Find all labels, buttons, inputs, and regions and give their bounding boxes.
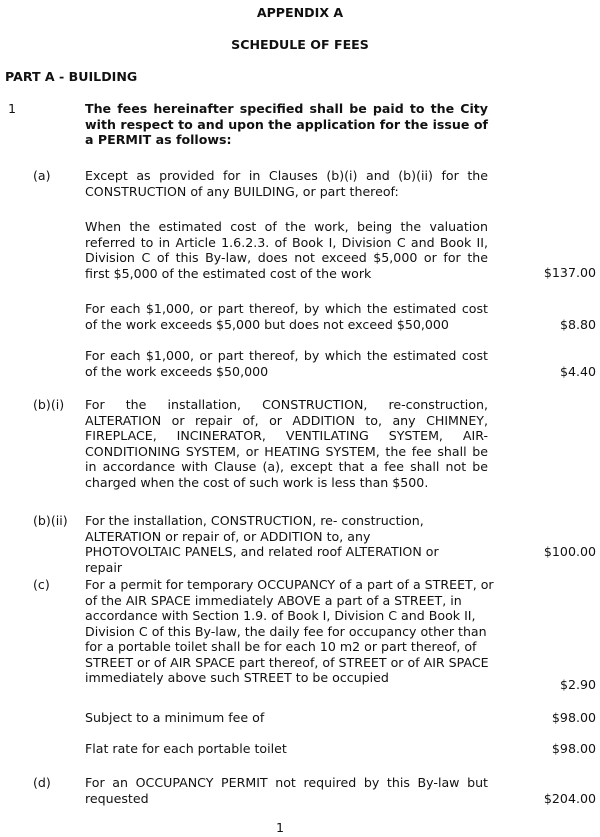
- clause-a-base-fee: $137.00: [543, 265, 596, 280]
- clause-bii-fee: $100.00: [543, 544, 596, 559]
- clause-d-label: (d): [33, 775, 51, 790]
- clause-a-tier3-text: For each $1,000, or part thereof, by which the estimated cost of the work exceeds $50,000: [85, 348, 488, 379]
- schedule-title: SCHEDULE OF FEES: [231, 37, 369, 52]
- clause-c-toilet-text: Flat rate for each portable toilet: [85, 741, 287, 756]
- clause-d-text: For an OCCUPANCY PERMIT not required by this By-law but requested: [85, 775, 488, 806]
- appendix-title: APPENDIX A: [256, 5, 344, 20]
- clause-c-minimum-fee: $98.00: [551, 710, 596, 725]
- clause-bi-text: For the installation, CONSTRUCTION, re-construction, ALTERATION or repair of, or ADDITION to, any CHIMNEY, FIREPLACE, INCINERATOR, VENTILATING SYSTEM, AIR-CONDITIONING SYSTEM, or HEATING SYSTEM, the fee shall be in accordance with Clause (a), except that a fee shall not be charged when the cost of such work is less than $500.: [85, 397, 488, 490]
- section-number: 1: [8, 101, 17, 116]
- clause-d-fee: $204.00: [543, 791, 596, 806]
- clause-c-toilet-fee: $98.00: [551, 741, 596, 756]
- clause-bii-text: For the installation, CONSTRUCTION, re- construction, ALTERATION or repair of, or ADDITION to, any PHOTOVOLTAIC PANELS, and related roof ALTERATION or repair: [85, 513, 439, 575]
- clause-a-base-text: When the estimated cost of the work, being the valuation referred to in Article 1.6.2.3. of Book I, Division C and Book II, Division C of this By-law, does not exceed $5,000 or for the first $5,000 of the estimated cost of the work: [85, 219, 488, 281]
- clause-a-label: (a): [33, 168, 51, 183]
- clause-a-tier2-fee: $8.80: [559, 317, 596, 332]
- clause-c-fee: $2.90: [559, 677, 596, 692]
- clause-c-minimum-text: Subject to a minimum fee of: [85, 710, 265, 725]
- section-intro: The fees hereinafter specified shall be paid to the City with respect to and upon the application for the issue of a PERMIT as follows:: [85, 101, 488, 147]
- clause-a-tier2-text: For each $1,000, or part thereof, by which the estimated cost of the work exceeds $5,000 but does not exceed $50,000: [85, 301, 488, 332]
- part-heading: PART A - BUILDING: [5, 69, 138, 84]
- clause-bii-label: (b)(ii): [33, 513, 68, 528]
- clause-a-intro: Except as provided for in Clauses (b)(i) and (b)(ii) for the CONSTRUCTION of any BUILDING, or part thereof:: [85, 168, 488, 199]
- clause-a-tier3-fee: $4.40: [559, 364, 596, 379]
- clause-c-text: For a permit for temporary OCCUPANCY of a part of a STREET, or of the AIR SPACE immediately ABOVE a part of a STREET, in accordance with Section 1.9. of Book I, Division C and Book II, Division C of this By-law, the daily fee for occupancy other than for a portable toilet shall be for each 10 m2 or part thereof, of STREET or of AIR SPACE part thereof, of STREET or of AIR SPACE immediately above such STREET to be occupied: [85, 577, 494, 685]
- page-number: 1: [275, 820, 284, 835]
- clause-bi-label: (b)(i): [33, 397, 65, 412]
- clause-c-label: (c): [33, 577, 50, 592]
